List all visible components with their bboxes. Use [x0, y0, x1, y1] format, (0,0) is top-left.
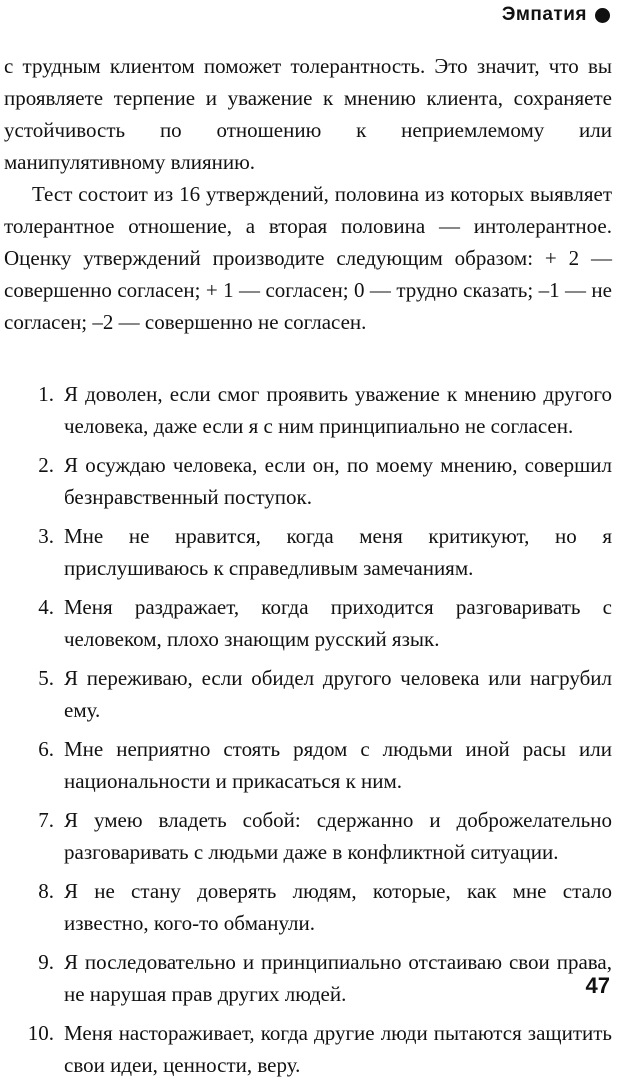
page-number: 47	[585, 973, 610, 998]
item-number: 2.	[38, 453, 54, 477]
item-number: 10.	[27, 1021, 54, 1045]
running-header	[502, 4, 610, 26]
list-item	[4, 875, 612, 939]
list-item	[4, 804, 612, 868]
item-text: Мне не нравится, когда меня критикуют, но я прислушиваюсь к справедливым замечаниям.	[64, 524, 612, 580]
list-item	[4, 733, 612, 797]
item-text: Я не стану доверять людям, которые, как мне стало известно, кого-то обманули.	[64, 879, 612, 935]
item-number: 8.	[38, 879, 54, 903]
page-body	[4, 50, 612, 1088]
list-item	[4, 662, 612, 726]
list-item	[4, 591, 612, 655]
statement-list	[4, 378, 612, 1081]
item-number: 6.	[38, 737, 54, 761]
item-number: 5.	[38, 666, 54, 690]
list-item	[4, 1017, 612, 1081]
paragraph-test-description: Тест состоит из 16 утверждений, половина из которых выявляет толерантное отношение, а вторая половина — интолерантное. Оценку утверждений производите следующим образом: + 2 — совершенно согласен; + 1 — согласен; 0 — трудно сказать; –1 — не согласен; –2 — совершенно не согласен.	[4, 182, 612, 334]
item-text: Я последовательно и принципиально отстаиваю свои права, не нарушая прав других людей.	[64, 950, 612, 1006]
item-text: Я доволен, если смог проявить уважение к мнению другого человека, даже если я с ним принципиально не согласен.	[64, 382, 612, 438]
item-number: 4.	[38, 595, 54, 619]
list-item	[4, 378, 612, 442]
section-title: Эмпатия	[501, 4, 587, 25]
list-item	[4, 520, 612, 584]
item-number: 3.	[38, 524, 54, 548]
list-item	[4, 449, 612, 513]
item-text: Меня настораживает, когда другие люди пытаются защитить свои идеи, ценности, веру.	[64, 1021, 612, 1077]
item-number: 7.	[38, 808, 54, 832]
item-text: Я умею владеть собой: сдержанно и доброжелательно разговаривать с людьми даже в конфликтной ситуации.	[64, 808, 612, 864]
list-item	[4, 946, 612, 1010]
paragraph-continued: с трудным клиентом поможет толерантность. Это значит, что вы проявляете терпение и уважение к мнению клиента, сохраняете устойчивость по отношению к неприемлемому или манипулятивному влиянию.	[4, 54, 612, 174]
item-text: Я переживаю, если обидел другого человека или нагрубил ему.	[64, 666, 612, 722]
item-number: 9.	[38, 950, 54, 974]
item-text: Мне неприятно стоять рядом с людьми иной расы или национальности и прикасаться к ним.	[64, 737, 612, 793]
item-number: 1.	[38, 382, 54, 406]
bullet-dot-icon	[595, 8, 610, 23]
item-text: Я осуждаю человека, если он, по моему мнению, совершил безнравственный поступок.	[64, 453, 612, 509]
item-text: Меня раздражает, когда приходится разговаривать с человеком, плохо знающим русский язык.	[64, 595, 612, 651]
